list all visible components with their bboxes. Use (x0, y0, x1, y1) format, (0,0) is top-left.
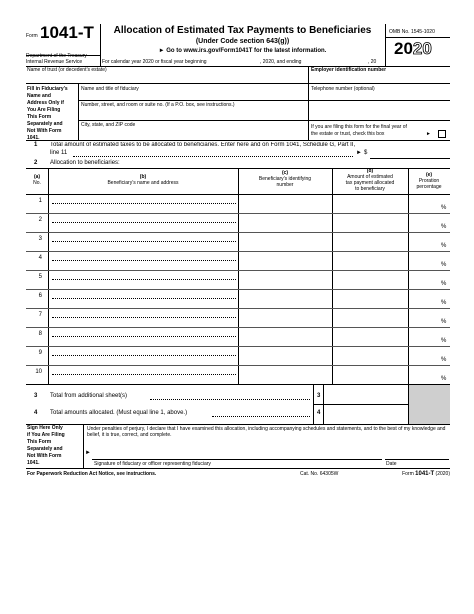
calendar-line: For calendar year 2020 or fiscal year beginning (102, 59, 207, 65)
proration-input[interactable] (409, 196, 441, 211)
percent-sign: % (441, 243, 447, 249)
allocated-amount-input[interactable] (333, 215, 407, 230)
calendar-mid: , 2020, and ending (260, 59, 302, 65)
allocated-amount-input[interactable] (333, 348, 407, 363)
perjury-declaration: Under penalties of perjury, I declare that I have examined this allocation, including accompanying schedules and statements, and to the best of my knowledge and belief, it is true, correct, and complete. (87, 426, 446, 438)
beneficiary-id-input[interactable] (239, 253, 331, 268)
beneficiary-id-input[interactable] (239, 329, 331, 344)
line3-number: 3 (34, 393, 38, 399)
allocated-amount-input[interactable] (333, 310, 407, 325)
signature-label: Signature of fiduciary or officer representing fiduciary (94, 461, 211, 467)
line4-text: Total amounts allocated. (Must equal line 1, above.) (50, 410, 188, 416)
row-dotted-line (52, 279, 236, 280)
street-label: Number, street, and room or suite no. (If a P.O. box, see instructions.) (81, 102, 235, 108)
row-divider (26, 213, 450, 214)
allocated-amount-input[interactable] (333, 272, 407, 287)
tax-year: 2020 (394, 39, 432, 58)
proration-input[interactable] (409, 329, 441, 344)
row-number: 5 (38, 274, 42, 280)
form-number: 1041-T (40, 23, 94, 42)
street-input[interactable] (80, 108, 306, 118)
fiduciary-instructions: Fill in Fiduciary’s Name and Address Only if You Are Filing This Form Separately and Not With Form 1041. (27, 86, 68, 141)
beneficiary-id-input[interactable] (239, 348, 331, 363)
form-title: Allocation of Estimated Tax Payments to Beneficiaries (113, 25, 372, 36)
line1-text2: line 11 (50, 150, 68, 156)
beneficiary-id-input[interactable] (239, 291, 331, 306)
row-number: 3 (38, 236, 42, 242)
form-subtitle: (Under Code section 643(g)) (195, 38, 290, 45)
proration-input[interactable] (409, 348, 441, 363)
allocated-amount-input[interactable] (333, 196, 407, 211)
proration-input[interactable] (409, 272, 441, 287)
percent-sign: % (441, 319, 447, 325)
beneficiary-id-input[interactable] (239, 215, 331, 230)
percent-sign: % (441, 338, 447, 344)
allocated-amount-input[interactable] (333, 234, 407, 249)
line1-arrow: ► (356, 150, 362, 156)
irs-label: Internal Revenue Service (26, 59, 83, 65)
row-divider (26, 327, 450, 328)
row-divider (26, 346, 450, 347)
line1-amount-input[interactable] (370, 149, 450, 158)
omb-number: OMB No. 1545-1020 (389, 29, 435, 35)
row-dotted-line (52, 241, 236, 242)
calendar-end: , 20 (368, 59, 377, 65)
percent-sign: % (441, 281, 447, 287)
row-number: 8 (38, 331, 42, 337)
proration-input[interactable] (409, 291, 441, 306)
phone-label: Telephone number (optional) (311, 86, 375, 92)
signature-input[interactable] (92, 446, 382, 458)
final-year-checkbox[interactable] (438, 130, 446, 138)
percent-sign: % (441, 300, 447, 306)
date-input[interactable] (385, 446, 449, 458)
ein-label: Employer identification number (311, 67, 387, 73)
line1-text: Total amount of estimated taxes to be allocated to beneficiaries. Enter here and on Form 1041, Schedule G, Part II, (50, 142, 356, 148)
beneficiary-id-input[interactable] (239, 272, 331, 287)
allocated-amount-input[interactable] (333, 291, 407, 306)
percent-sign: % (441, 376, 447, 382)
row-number: 4 (38, 255, 42, 261)
goto-line: ► Go to www.irs.gov/Form1041T for the latest information. (158, 48, 327, 54)
beneficiary-id-input[interactable] (239, 234, 331, 249)
proration-input[interactable] (409, 215, 441, 230)
row-number: 1 (38, 198, 42, 204)
shaded-area (409, 385, 450, 424)
row-number: 7 (38, 312, 42, 318)
row-number: 6 (38, 293, 42, 299)
row-number: 9 (38, 350, 42, 356)
allocated-amount-input[interactable] (333, 253, 407, 268)
proration-input[interactable] (409, 253, 441, 268)
line4-box-number: 4 (317, 410, 321, 416)
percent-sign: % (441, 262, 447, 268)
row-number: 10 (35, 369, 42, 375)
row-divider (26, 270, 450, 271)
line4-amount-input[interactable] (324, 406, 407, 422)
line2-text: Allocation to beneficiaries: (50, 160, 120, 166)
col-e-header: (e) Proration percentage (416, 172, 442, 190)
catalog-number: Cat. No. 64305W (300, 471, 339, 477)
line2-number: 2 (34, 160, 38, 166)
col-d-header: (d) Amount of estimated tax payment allocated to beneficiary (345, 168, 395, 192)
row-dotted-line (52, 336, 236, 337)
fiduciary-name-label: Name and title of fiduciary (81, 86, 139, 92)
allocated-amount-input[interactable] (333, 367, 407, 382)
line3-box-number: 3 (317, 393, 321, 399)
percent-sign: % (441, 357, 447, 363)
row-divider (26, 308, 450, 309)
beneficiary-id-input[interactable] (239, 367, 331, 382)
signature-arrow: ► (85, 450, 91, 456)
percent-sign: % (441, 205, 447, 211)
row-dotted-line (52, 374, 236, 375)
row-dotted-line (52, 222, 236, 223)
row-dotted-line (52, 203, 236, 204)
allocated-amount-input[interactable] (333, 329, 407, 344)
sign-instructions: Sign Here Only if You Are Filing This Form Separately and Not With Form 1041. (27, 425, 65, 466)
line1-number: 1 (34, 142, 38, 148)
city-label: City, state, and ZIP code (81, 122, 136, 128)
beneficiary-id-input[interactable] (239, 196, 331, 211)
final-year-arrow: ► (426, 131, 431, 137)
row-dotted-line (52, 260, 236, 261)
trust-name-label: Name of trust (or decedent’s estate) (27, 67, 107, 73)
final-year-line1: If you are filing this form for the final year of (311, 124, 407, 130)
proration-input[interactable] (409, 310, 441, 325)
col-b-header: (b) Beneficiary’s name and address (107, 174, 179, 186)
col-a-header: (a) No. (33, 174, 41, 186)
line3-amount-input[interactable] (324, 386, 407, 402)
row-dotted-line (52, 298, 236, 299)
proration-input[interactable] (409, 234, 441, 249)
final-year-line2: the estate or trust, check this box (311, 131, 385, 137)
row-dotted-line (52, 317, 236, 318)
row-divider (26, 251, 450, 252)
form-label: Form (26, 33, 38, 39)
row-number: 2 (38, 217, 42, 223)
line4-number: 4 (34, 410, 38, 416)
row-divider (26, 365, 450, 366)
proration-input[interactable] (409, 367, 441, 382)
percent-sign: % (441, 224, 447, 230)
footer-form-id: Form 1041-T (2020) (402, 471, 450, 477)
row-divider (26, 289, 450, 290)
line1-dollar: $ (364, 150, 368, 156)
beneficiary-id-input[interactable] (239, 310, 331, 325)
line3-text: Total from additional sheet(s) (50, 393, 128, 399)
paperwork-notice: For Paperwork Reduction Act Notice, see instructions. (27, 471, 157, 477)
city-input[interactable] (80, 128, 306, 138)
department: Department of the Treasury (26, 53, 87, 59)
col-c-header: (c) Beneficiary’s identifying number (258, 170, 312, 188)
row-dotted-line (52, 355, 236, 356)
date-label: Date (386, 461, 397, 467)
row-divider (26, 232, 450, 233)
